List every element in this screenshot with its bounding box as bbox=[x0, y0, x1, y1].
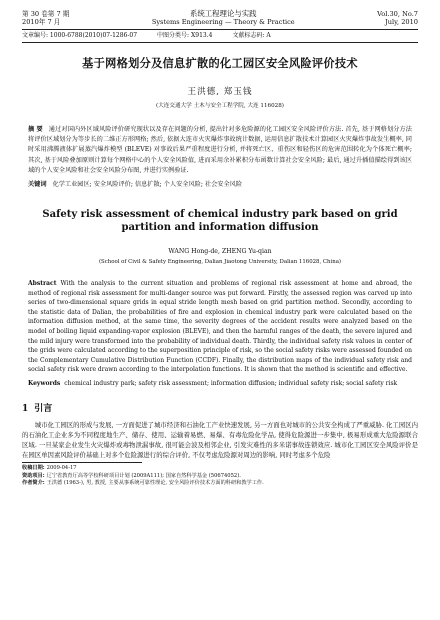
footnote-funding: 资助项目: 辽宁省教育厅高等学校科研项目计划 (2009A111); 国家自然科学基金 (50674052). bbox=[22, 472, 241, 479]
footnotes bbox=[22, 465, 418, 487]
clc-number: 中图分类号: X913.4 bbox=[157, 32, 213, 39]
header-rule bbox=[22, 29, 418, 30]
abstract-text-en: With the analysis to the current situation and problems of regional risk assessment at home and abroad, the method of regional risk assessment for multi-danger source was put forward. Firstly, the assessed region was carved up into series of two-dimensional square grids in equal stride length mesh based on grid partition method. Secondly, according to the statistic data of Dalian, the probabilities of fire and explosion in chemical industry park were calculated based on the information diffusion method, at the same time, the severity degrees of the accident results were analyzed based on the model of boiling liquid expanding-vapor explosion (BLEVE), and then the harmful ranges of the death, the severe injured and the mild injury were transformed into the probability of individual death. Thirdly, the individual safety risk values in center of the grids were calculated according to the superposition principle of risk, so the social safety risks were assessed founded on the Complementary Cumulative Distribution Function (CCDF). Finally, the distribution maps of the individual safety risk and social safety risk were drawn according to the interpolation functions. It is shown that the method is scientific and effective. bbox=[28, 280, 412, 374]
footnote-rule bbox=[22, 462, 142, 463]
keywords-label-cn: 关键词 bbox=[28, 181, 47, 189]
abstract-cn bbox=[28, 125, 412, 176]
article-meta bbox=[22, 32, 418, 40]
abstract-label-cn: 摘 要 bbox=[28, 126, 43, 133]
keywords-cn bbox=[28, 180, 412, 189]
affiliation-en: (School of Civil & Safety Engineering, Dalian Jiaotong University, Dalian 116028, China) bbox=[98, 259, 342, 266]
abstract-label-en: Abstract bbox=[28, 280, 57, 288]
meta-rule bbox=[22, 42, 418, 43]
header-left bbox=[22, 10, 69, 26]
volume-en: Vol.30, No.7 bbox=[377, 10, 418, 18]
date-en: July, 2010 bbox=[385, 18, 418, 26]
document-code: 文献标志码: A bbox=[232, 32, 271, 39]
journal-en: Systems Engineering — Theory & Practice bbox=[151, 18, 295, 26]
authors-cn: 王洪德, 郑玉钱 bbox=[187, 87, 253, 97]
footnote-author: 作者简介: 王洪德 (1963-), 男, 教授, 主要从事系统可靠性理论, 安全风险评价技术方面的科研和教学工作. bbox=[22, 480, 264, 487]
paper-title-en: Safety risk assessment of chemical industry park based on grid partition and information diffusion bbox=[42, 209, 398, 233]
section-heading-intro bbox=[22, 401, 418, 414]
footnote-received: 收稿日期: 2009-04-17 bbox=[22, 465, 77, 472]
section-title: 引言 bbox=[34, 403, 53, 414]
running-header bbox=[22, 10, 418, 26]
volume-cn: 第 30 卷第 7 期 bbox=[22, 10, 70, 18]
date-cn: 2010年 7 月 bbox=[22, 18, 61, 26]
authors-en: WANG Hong-de, ZHENG Yu-qian bbox=[168, 248, 272, 256]
abstract-text-cn: 通过对国内外区域风险评价研究现状以及存在问题的分析, 提出针对多危险源的化工园区安全风险评价方法. 首先, 基于网格划分方法将评价区域划分为等步长的二维正方形网格; 然后, 依据大连市火灾爆炸事故统计数据, 运用信息扩散技术计算园区火灾爆炸事故发生概率, 同时采用沸腾液体扩展蒸汽爆炸模型 (BLEVE) 对事故后果严重程度进行分析, 并将死亡区、重伤区和轻伤区的危害范围转化为个体死亡概率; 其次, 基于风险叠加原则计算每个网格中心的个人安全风险值, 进而采用余补累积分布函数计算社会安全风险; 最后, 通过升插值描绘得到该区域的个人安全风险和社会安全风险分布图, 并进行实例验证. bbox=[28, 126, 412, 174]
header-right bbox=[377, 10, 418, 26]
abstract-en bbox=[28, 279, 412, 375]
keywords-en bbox=[28, 379, 412, 389]
journal-cn: 系统工程理论与实践 bbox=[189, 9, 257, 18]
keywords-text-en: chemical industry park; safety risk assessment; information diffusion; individual safety risk; social safety risk bbox=[64, 379, 398, 387]
paper-title-cn: 基于网格划分及信息扩散的化工园区安全风险评价技术 bbox=[82, 56, 358, 70]
intro-paragraph: 城市化工园区的形成与发展, 一方面促进了城市经济和石油化工产业快速发展, 另一方面也对城市的公共安全构成了严重威胁. 化工园区内的石油化工企业多为不同程度地生产、储存、使用、运输着易燃、易爆、有毒危险化学品, 使得危险源进一步集中, 极易形成重大危险源联合区域. 一旦某家企业发生火灾爆炸或毒物泄漏事故, 很可能会波及相邻企业, 引发灾难性的多米诺事故连锁效应. 城市化工园区安全风险评价是在园区单因素风险评价基础上对多个危险源进行的综合评价, 不仅考虑危险源对周边的影响, 同时考虑多个危险 bbox=[22, 420, 418, 460]
keywords-text-cn: 化学工业园区; 安全风险评价; 信息扩散; 个人安全风险; 社会安全风险 bbox=[52, 181, 243, 189]
keywords-label-en: Keywords bbox=[28, 379, 61, 387]
affiliation-cn: (大连交通大学 土木与安全工程学院, 大连 116028) bbox=[156, 103, 284, 109]
header-center bbox=[152, 10, 295, 26]
section-number: 1 bbox=[22, 403, 29, 414]
article-number: 文章编号: 1000-6788(2010)07-1286-07 bbox=[22, 32, 138, 39]
